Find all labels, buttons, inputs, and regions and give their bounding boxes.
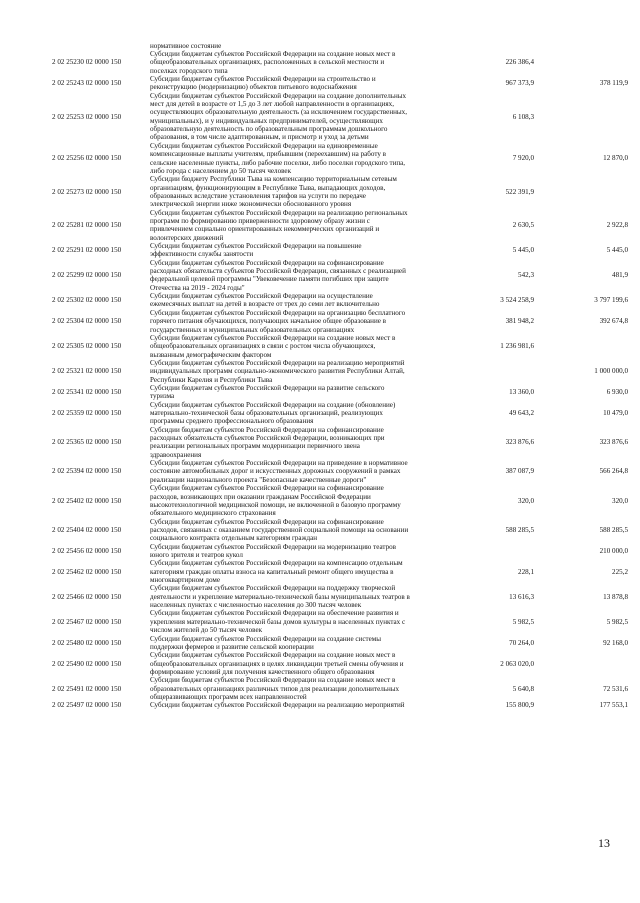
row-description: Субсидии бюджетам субъектов Российской Федерации на реализацию региональных программ по формированию приверженности здоровому образу жизни с привлечением социально ориентированных некоммерческих организаций и волонтерских движений <box>150 208 408 242</box>
row-value-1: 320,0 <box>518 496 534 505</box>
row-value-1: 226 386,4 <box>505 58 534 67</box>
row-code: 2 02 25456 02 0000 150 <box>52 546 122 555</box>
table-row <box>0 142 640 175</box>
row-value-1: 542,3 <box>518 271 534 280</box>
table-row <box>0 701 640 709</box>
row-code: 2 02 25291 02 0000 150 <box>52 246 122 255</box>
row-code: 2 02 25480 02 0000 150 <box>52 638 122 647</box>
row-description: Субсидии бюджетам субъектов Российской Федерации на софинансирование расходов, возникающих при оказании гражданам Российской Федерации высокотехнологичной медицинской помощи, не включенной в базовую программу обязательного медицинского страхования <box>150 484 401 518</box>
row-value-2: 5 445,0 <box>606 246 628 255</box>
row-description: Субсидии бюджетам субъектов Российской Федерации на создание новых мест в общеобразовательных организациях в связи с ростом числа обучающихся, вызванным демографическим фактором <box>150 333 396 359</box>
row-value-1: 13 616,3 <box>509 592 534 601</box>
row-code: 2 02 25497 02 0000 150 <box>52 701 122 710</box>
table-row <box>0 635 640 652</box>
row-value-2: 320,0 <box>612 496 628 505</box>
row-value-1: 7 920,0 <box>512 154 534 163</box>
row-description: Субсидии бюджетам субъектов Российской Федерации на единовременные компенсационные выплаты учителям, прибывшим (переехавшим) на работу в сельские населенные пункты, либо рабочие поселки, либо поселки городского типа, либо города с населением до 50 тысяч человек <box>150 141 406 175</box>
row-value-1: 49 643,2 <box>509 409 534 418</box>
row-value-2: 210 000,0 <box>599 546 628 555</box>
row-code: 2 02 25305 02 0000 150 <box>52 342 122 351</box>
row-code: 2 02 25256 02 0000 150 <box>52 154 122 163</box>
table-row <box>0 175 640 208</box>
row-description: Субсидии бюджетам субъектов Российской Федерации на повышение эффективности службы занятости <box>150 242 362 259</box>
row-code: 2 02 25299 02 0000 150 <box>52 271 122 280</box>
row-value-1: 2 630,5 <box>512 221 534 230</box>
row-description: Субсидии бюджетам субъектов Российской Федерации на модернизацию театров юного зрителя и театров кукол <box>150 542 397 559</box>
row-value-2: 566 264,8 <box>599 467 628 476</box>
row-description: Субсидии бюджетам субъектов Российской Федерации на реализацию мероприятий индивидуальных программ социально-экономического развития Республики Алтай, Республики Карелия и Республики Тыва <box>150 358 405 384</box>
row-value-2: 72 531,6 <box>603 684 628 693</box>
row-value-1: 155 800,9 <box>505 701 534 710</box>
row-value-1: 588 285,5 <box>505 525 534 534</box>
row-code: 2 02 25359 02 0000 150 <box>52 409 122 418</box>
row-value-1: 3 524 258,9 <box>500 296 534 305</box>
page-number: 13 <box>598 836 610 850</box>
row-code: 2 02 25321 02 0000 150 <box>52 367 122 376</box>
table-row <box>0 518 640 543</box>
row-description: Субсидии бюджетам субъектов Российской Федерации на обеспечение развития и укрепления материально-технической базы домов культуры в населенных пунктах с числом жителей до 50 тысяч человек <box>150 609 406 635</box>
row-value-2: 92 168,0 <box>603 638 628 647</box>
row-value-2: 6 930,0 <box>606 388 628 397</box>
row-code: 2 02 25462 02 0000 150 <box>52 567 122 576</box>
row-description: Субсидии бюджетам субъектов Российской Федерации на строительство и реконструкцию (модернизацию) объектов питьевого водоснабжения <box>150 75 376 92</box>
row-description: Субсидии бюджетам субъектов Российской Федерации на создание системы поддержки фермеров и развитие сельской кооперации <box>150 634 381 651</box>
table-row <box>0 651 640 676</box>
table-row <box>0 484 640 517</box>
row-code: 2 02 25404 02 0000 150 <box>52 525 122 534</box>
row-description: Субсидии бюджетам субъектов Российской Федерации на создание новых мест в общеобразовательных организациях в целях ликвидации третьей смены обучения и формирование условий для получения качественного общего образования <box>150 651 404 676</box>
row-value-2: 5 982,5 <box>606 617 628 626</box>
table-row <box>0 209 640 242</box>
table-row <box>0 242 640 259</box>
table-row <box>0 359 640 384</box>
table-row <box>0 50 640 75</box>
row-code: 2 02 25467 02 0000 150 <box>52 617 122 626</box>
row-code: 2 02 25243 02 0000 150 <box>52 79 122 88</box>
row-description: Субсидии бюджетам субъектов Российской Федерации на софинансирование расходных обязательств субъектов Российской Федерации, связанных с реализацией федеральной целевой программы "Увековечение памяти погибших при защите Отечества на 2019 - 2024 годы" <box>150 258 406 292</box>
row-description: Субсидии бюджетам субъектов Российской Федерации на осуществление ежемесячных выплат на детей в возрасте от трех до семи лет включительно <box>150 292 380 309</box>
row-value-2: 392 674,8 <box>599 317 628 326</box>
row-code: 2 02 25304 02 0000 150 <box>52 317 122 326</box>
row-value-1: 1 236 981,6 <box>500 342 534 351</box>
row-value-2: 2 922,8 <box>606 221 628 230</box>
row-value-2: 12 870,0 <box>603 154 628 163</box>
row-description: Субсидии бюджетам субъектов Российской Федерации на приведение в нормативное состояние автомобильных дорог и искусственных дорожных сооружений в рамках реализации национального проекта "Безопасные качественные дороги" <box>150 459 408 484</box>
row-description: Субсидии бюджетам субъектов Российской Федерации на создание дополнительных мест для детей в возрасте от 1,5 до 3 лет любой направленности в организациях, осуществляющих образовательную деятельность (за исключением государственных, муниципальных), и у индивидуальных предпринимателей, осуществляющих образовательную деятельность по образовательным программам дошкольного образования, в том числе адаптированным, и присмотр и уход за детьми <box>150 91 408 142</box>
row-code: 2 02 25394 02 0000 150 <box>52 467 122 476</box>
row-value-1: 522 391,9 <box>505 187 534 196</box>
table-row <box>0 259 640 292</box>
row-code: 2 02 25230 02 0000 150 <box>52 58 122 67</box>
row-value-2: 588 285,5 <box>599 525 628 534</box>
row-code: 2 02 25490 02 0000 150 <box>52 659 122 668</box>
row-value-2: 378 119,9 <box>599 79 628 88</box>
table-row <box>0 426 640 459</box>
row-description: Субсидии бюджетам субъектов Российской Федерации на организацию бесплатного горячего питания обучающихся, получающих начальное общее образование в государственных и муниципальных образовательных организациях <box>150 308 406 334</box>
table-row <box>0 459 640 484</box>
table-row <box>0 384 640 401</box>
row-value-1: 2 063 020,0 <box>500 659 534 668</box>
row-code: 2 02 25302 02 0000 150 <box>52 296 122 305</box>
row-value-2: 225,2 <box>612 567 628 576</box>
table-row <box>0 609 640 634</box>
row-value-1: 5 640,8 <box>512 684 534 693</box>
table-row <box>0 92 640 142</box>
row-value-1: 6 108,3 <box>512 112 534 121</box>
table-row <box>0 334 640 359</box>
table-row <box>0 75 640 92</box>
table-row <box>0 292 640 309</box>
row-value-2: 481,9 <box>612 271 628 280</box>
table-row <box>0 584 640 609</box>
row-description: Субсидии бюджетам субъектов Российской Федерации на развитие сельского туризма <box>150 384 385 401</box>
row-description: Субсидии бюджетам субъектов Российской Федерации на компенсацию отдельным категориям граждан оплаты взноса на капитальный ремонт общего имущества в многоквартирном доме <box>150 559 403 585</box>
row-code: 2 02 25402 02 0000 150 <box>52 496 122 505</box>
row-description: Субсидии бюджетам субъектов Российской Федерации на создание новых мест в образовательных организациях различных типов для реализации дополнительных общеразвивающих программ всех направленностей <box>150 676 400 701</box>
row-code: 2 02 25365 02 0000 150 <box>52 438 122 447</box>
row-value-2: 323 876,6 <box>599 438 628 447</box>
row-description: Субсидии бюджетам субъектов Российской Федерации на создание новых мест в общеобразовательных организациях, расположенных в сельской местности и поселках городского типа <box>150 50 396 75</box>
row-value-1: 323 876,6 <box>505 438 534 447</box>
row-description: Субсидии бюджетам субъектов Российской Федерации на создание (обновление) материально-технической базы образовательных организаций, реализующих программы среднего профессионального образования <box>150 400 396 426</box>
table-row <box>0 309 640 334</box>
row-description: Субсидии бюджетам субъектов Российской Федерации на софинансирование расходов, связанных с оказанием государственной социальной помощи на основании социального контракта отдельным категориям граждан <box>150 517 409 543</box>
row-code: 2 02 25273 02 0000 150 <box>52 187 122 196</box>
row-value-1: 387 087,9 <box>505 467 534 476</box>
row-code: 2 02 25466 02 0000 150 <box>52 592 122 601</box>
table-row <box>0 559 640 584</box>
row-code: 2 02 25341 02 0000 150 <box>52 388 122 397</box>
row-code: 2 02 25281 02 0000 150 <box>52 221 122 230</box>
row-value-1: 5 982,5 <box>512 617 534 626</box>
row-value-2: 177 553,1 <box>599 701 628 710</box>
row-code: 2 02 25253 02 0000 150 <box>52 112 122 121</box>
row-value-1: 70 264,0 <box>509 638 534 647</box>
row-description: Субсидии бюджетам субъектов Российской Федерации на реализацию мероприятий <box>150 701 405 710</box>
row-value-1: 13 360,0 <box>509 388 534 397</box>
row-description: Субсидии бюджету Республики Тыва на компенсацию территориальным сетевым организациям, функционирующим в Республике Тыва, выпадающих доходов, образованных вследствие установления тарифов на услуги по передаче электрической энергии ниже экономически обоснованного уровня <box>150 175 397 209</box>
intro-text: нормативное состояние <box>150 42 222 50</box>
row-value-2: 3 797 199,6 <box>594 296 628 305</box>
row-value-1: 228,1 <box>518 567 534 576</box>
table-row <box>0 676 640 701</box>
row-code: 2 02 25491 02 0000 150 <box>52 684 122 693</box>
row-value-2: 13 878,8 <box>603 592 628 601</box>
table-row <box>0 543 640 560</box>
table-row <box>0 401 640 426</box>
row-description: Субсидии бюджетам субъектов Российской Федерации на поддержку творческой деятельности и укрепление материально-технической базы муниципальных театров в населенных пунктах с численностью населения до 300 тысяч человек <box>150 584 410 610</box>
row-value-1: 5 445,0 <box>512 246 534 255</box>
row-value-2: 10 479,0 <box>603 409 628 418</box>
row-value-2: 1 000 000,0 <box>594 367 628 376</box>
row-value-1: 967 373,9 <box>505 79 534 88</box>
row-value-1: 381 948,2 <box>505 317 534 326</box>
row-description: Субсидии бюджетам субъектов Российской Федерации на софинансирование расходных обязательств субъектов Российской Федерации, возникающих при реализации региональных программ модернизации первичного звена здравоохранения <box>150 425 385 459</box>
